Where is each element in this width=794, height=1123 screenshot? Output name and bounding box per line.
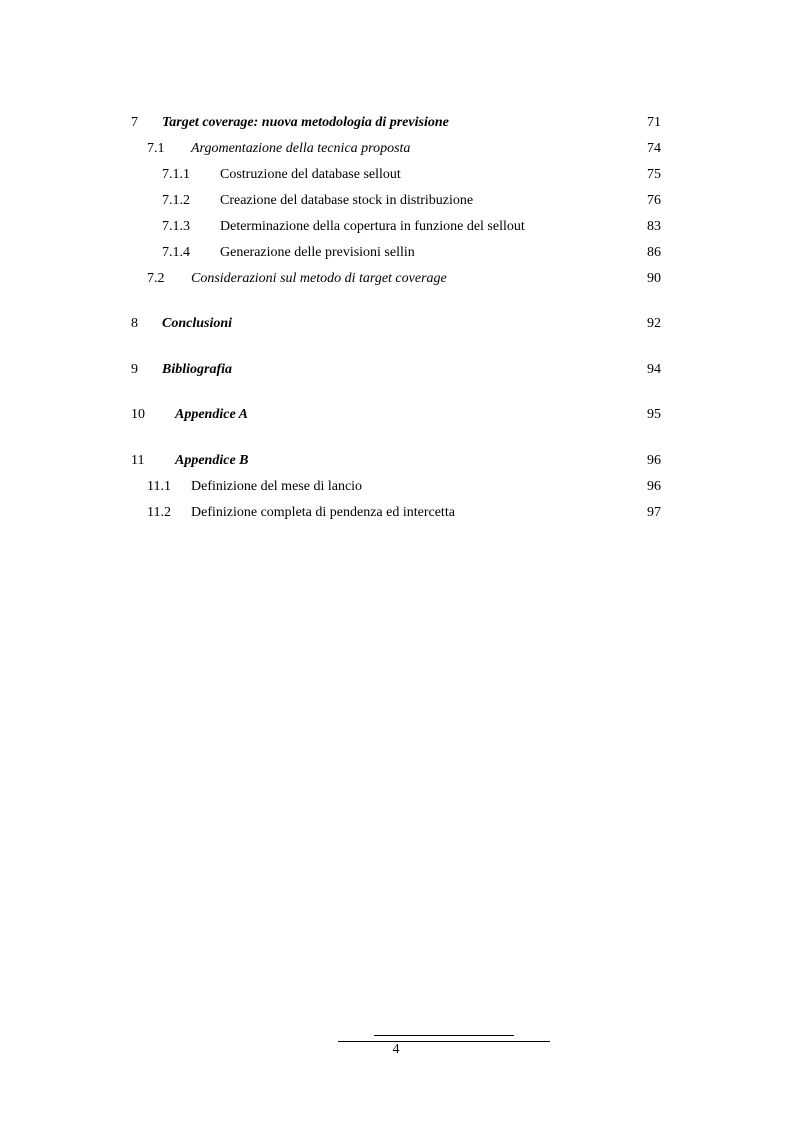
toc-page: 90 [647, 271, 661, 286]
toc-entry-11 [0, 451, 794, 471]
toc-page: 71 [647, 115, 661, 130]
toc-page: 74 [647, 141, 661, 156]
toc-entry-7-1 [0, 139, 794, 159]
toc-title: Argomentazione della tecnica proposta [191, 141, 411, 156]
toc-title: Appendice B [175, 453, 249, 468]
toc-title: Appendice A [175, 407, 248, 422]
toc-title: Conclusioni [162, 316, 233, 331]
toc-title: Creazione del database stock in distribuzione [220, 193, 474, 208]
footer-rule-long [338, 1041, 550, 1042]
page-number: 4 [392, 1042, 400, 1057]
toc-number: 8 [131, 316, 138, 331]
toc-number: 7.1.2 [162, 193, 190, 208]
toc-entry-7-2 [0, 269, 794, 289]
toc-number: 11 [131, 453, 145, 468]
toc-entry-7-1-3 [0, 217, 794, 237]
toc-page: 75 [647, 167, 661, 182]
toc-entry-10 [0, 405, 794, 425]
toc-number: 7.2 [147, 271, 165, 286]
toc-page: 76 [647, 193, 661, 208]
toc-page: 83 [647, 219, 661, 234]
toc-page: 86 [647, 245, 661, 260]
toc-entry-8 [0, 314, 794, 334]
toc-number: 11.1 [147, 479, 171, 494]
toc-title: Considerazioni sul metodo di target coverage [191, 271, 447, 286]
toc-entry-7-1-2 [0, 191, 794, 211]
toc-entry-11-1 [0, 477, 794, 497]
toc-number: 9 [131, 362, 138, 377]
toc-title: Definizione del mese di lancio [191, 479, 363, 494]
toc-entry-7-1-1 [0, 165, 794, 185]
toc-entry-9 [0, 360, 794, 380]
toc-title: Definizione completa di pendenza ed intercetta [191, 505, 455, 520]
toc-page: 95 [647, 407, 661, 422]
toc-number: 7.1.4 [162, 245, 190, 260]
toc-page: 92 [647, 316, 661, 331]
toc-page: 96 [647, 479, 661, 494]
toc-title: Target coverage: nuova metodologia di previsione [162, 115, 449, 130]
toc-title: Generazione delle previsioni sellin [220, 245, 415, 260]
toc-entry-7 [0, 113, 794, 133]
toc-number: 7 [131, 115, 138, 130]
toc-number: 10 [131, 407, 145, 422]
toc-title: Costruzione del database sellout [220, 167, 401, 182]
toc-page: 94 [647, 362, 661, 377]
toc-title: Bibliografia [162, 362, 233, 377]
toc-number: 7.1.3 [162, 219, 190, 234]
toc-number: 11.2 [147, 505, 171, 520]
toc-number: 7.1.1 [162, 167, 190, 182]
toc-entry-7-1-4 [0, 243, 794, 263]
footer-rule-short [374, 1035, 514, 1036]
toc-page: 96 [647, 453, 661, 468]
toc-title: Determinazione della copertura in funzione del sellout [220, 219, 525, 234]
toc-entry-11-2 [0, 503, 794, 523]
toc-page: 97 [647, 505, 661, 520]
toc-number: 7.1 [147, 141, 165, 156]
